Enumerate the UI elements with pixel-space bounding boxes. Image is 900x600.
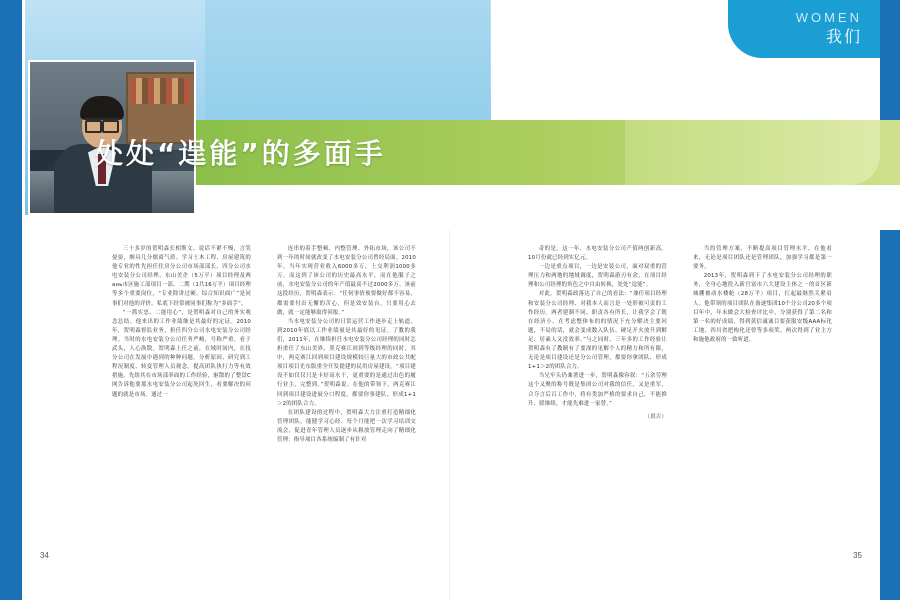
paragraph: 三十多岁的贺明森长相斯文、说话不紧不慢，言笑晏晏，颇具几分儒商气质。学习土木工程、房屋建筑的他专业的性先担任住房分公司市场部部长、四分公司水电安装分公司经理、东山美企（5万平）项目经理及两ань市区施工部项目一部、二期（1共16万平）项目经理等多个重要岗位，“专业除讲过硬、综合知识面广”是同事们对他的评价，私底下经常被同事们称为“多面手”。 bbox=[112, 246, 251, 307]
page-title: 处处“逞能”的多面手 bbox=[95, 137, 386, 170]
text-column-1 bbox=[112, 245, 251, 535]
center-gutter bbox=[442, 245, 502, 535]
paragraph: 2013年，贺明森到下了水电安装分公司经理的职务，全身心地投入新官富市六大建设主体之一的首区新城棚被动水楼舱（28万平）项目，扛起最继然关紧肩人。他带领的项目团队在备逐集团10个分公司20多个项目年中、年末做会大检查评比中，分别获得了第二名和第一名的好成绩，得到黄信诚诚目要获服安级AAA标化工地，四川省把构化还曾等多项奖。两次得到了业主方和施他政府的一致听道。 bbox=[693, 273, 832, 343]
page-number-right: 35 bbox=[853, 551, 862, 560]
green-banner-tail bbox=[625, 120, 880, 185]
magazine-tab bbox=[728, 0, 880, 58]
paragraph: 对此，贺明森政落达了自己的看法：“兼任项目经理和安装分公司经理、对我本人而言是一处形被可责的工作经历。两者建制不同、职责各有所长，让我学会了既在经济小、在考虑整体布的的情况下充分解决主要问题，不局的话，就会变成数入队伍、硬足开火放升到解足、居素人又没效率。”与之同时、三年多的工作经验让贺明森有了教制有了要深的见解个人的精力和所有限，无论是项目建设还是分公司管理，都要你拿团队、形成1+1＞2的团队合力。 bbox=[528, 291, 667, 371]
text-column-3 bbox=[528, 245, 667, 535]
white-notch bbox=[491, 0, 561, 120]
magazine-tab-english: WOMEN bbox=[795, 10, 862, 25]
page-number-left: 34 bbox=[40, 551, 49, 560]
paragraph: 当水电安装分公司的日常运营工作逐步走上轨道，到2010年底以工作业绩量是其最好的见证。了教的我们，2011年，在继续担任水电安装分公司经理的同时怎担重任了东山美界、黑克赛江回到等级经理的同时，其中，两克赛江回到项目建设规模较巨量大的市政公共配项目项目光东版重全开发提建的民用房屋建设。“项目建设不如仅仅只是卡好高水干，更重要的是通过出色的履行业主，完整到。”贺明森说。在他的带领下，两克赛江回到项目建设进展分口程度，都要你事建队、形成1+1＞2的团队合力。 bbox=[277, 318, 416, 407]
banner-white-strip bbox=[195, 185, 900, 230]
photo-subject-glasses bbox=[85, 118, 119, 130]
paragraph: 当的管理方案，不断提高项目管理水平，在他看来，无论是项目团队还是管理团队，加强学习都是第一要务。 bbox=[693, 246, 832, 271]
photo-books bbox=[130, 78, 190, 104]
paragraph: 一边是重点项目，一边是安装公司，面对双重的管理压力和两地的地域调度，贺明森游刃有余，在项目经理和公司经理的角色之中自由转换，处处“逞能”。 bbox=[528, 264, 667, 289]
paragraph: 奇的是，这一年、水电安装分公司产值两创新高。10月份就已经到实亿元。 bbox=[528, 246, 667, 262]
right-spine-bar bbox=[880, 0, 900, 600]
paragraph: 连串的着手整顿、内整管理、外拓市场，该公司不到一年的时间就改变了水电安装分公司曾经局面。2010年，当年实现营业收入6000多万，上交利润1000多万。而这到了该公司的历史最高水平，而在他服子之前，水电安装分公司的年产值最高不过2000多万。该前这段经历，贺明森表示：“任何事情预要做好都不容易，都需要付出无懈的苦心，但是效安装台，只要用心去做，就一定能够取得回报。” bbox=[277, 246, 416, 316]
text-column-2 bbox=[277, 245, 416, 535]
article-body bbox=[112, 245, 832, 535]
left-spine-bar bbox=[0, 0, 22, 600]
paragraph: “一抓实忠，二能用心”，是贺明森对自己的务实观念总结。他来出的工作业绩继是其最好的定证。2010年，贺明森督监业务，担任四分公司水电安装分公司经理。当时的水电安装分公司任务严峻，号称严重。看于武头，人心涣散。贺明森上任之前，在域时间内，在技分公司在发展中遇到的种种问题。分析原因、研究到工程况制度、转变管理人员观念。提高团队执行力等有效措施，先组其在市场部率面的工作经验，驱散的了整盘C网告诉他要那水电安装分公司起死回生，看要解决的问题的就是市场。通过一 bbox=[112, 309, 251, 398]
magazine-tab-chinese: 我们 bbox=[825, 29, 862, 46]
paragraph: 在团队建设的过程中，贺明森大力注重打造精细化管理团队。能健学习心经、每个月能把一次学习培训交流会，促进青年管理人员逐步从粗放管理走向了精细化管理：指导项目各系统编制了有针对 bbox=[277, 409, 416, 443]
article-signature: （晨吉） bbox=[644, 413, 667, 420]
paragraph: 当兄牢头仍兼著进一步，贺明森像容叙：“五余劳理这个又聚的称号既是集团公司对我的信任，又是重军，合夺言后百工作中，将有类加严格的要求自己，不能推升、联继续，才能先难进一家替。” bbox=[528, 373, 667, 407]
text-column-4 bbox=[693, 245, 832, 535]
photo-subject-hair bbox=[80, 96, 124, 120]
